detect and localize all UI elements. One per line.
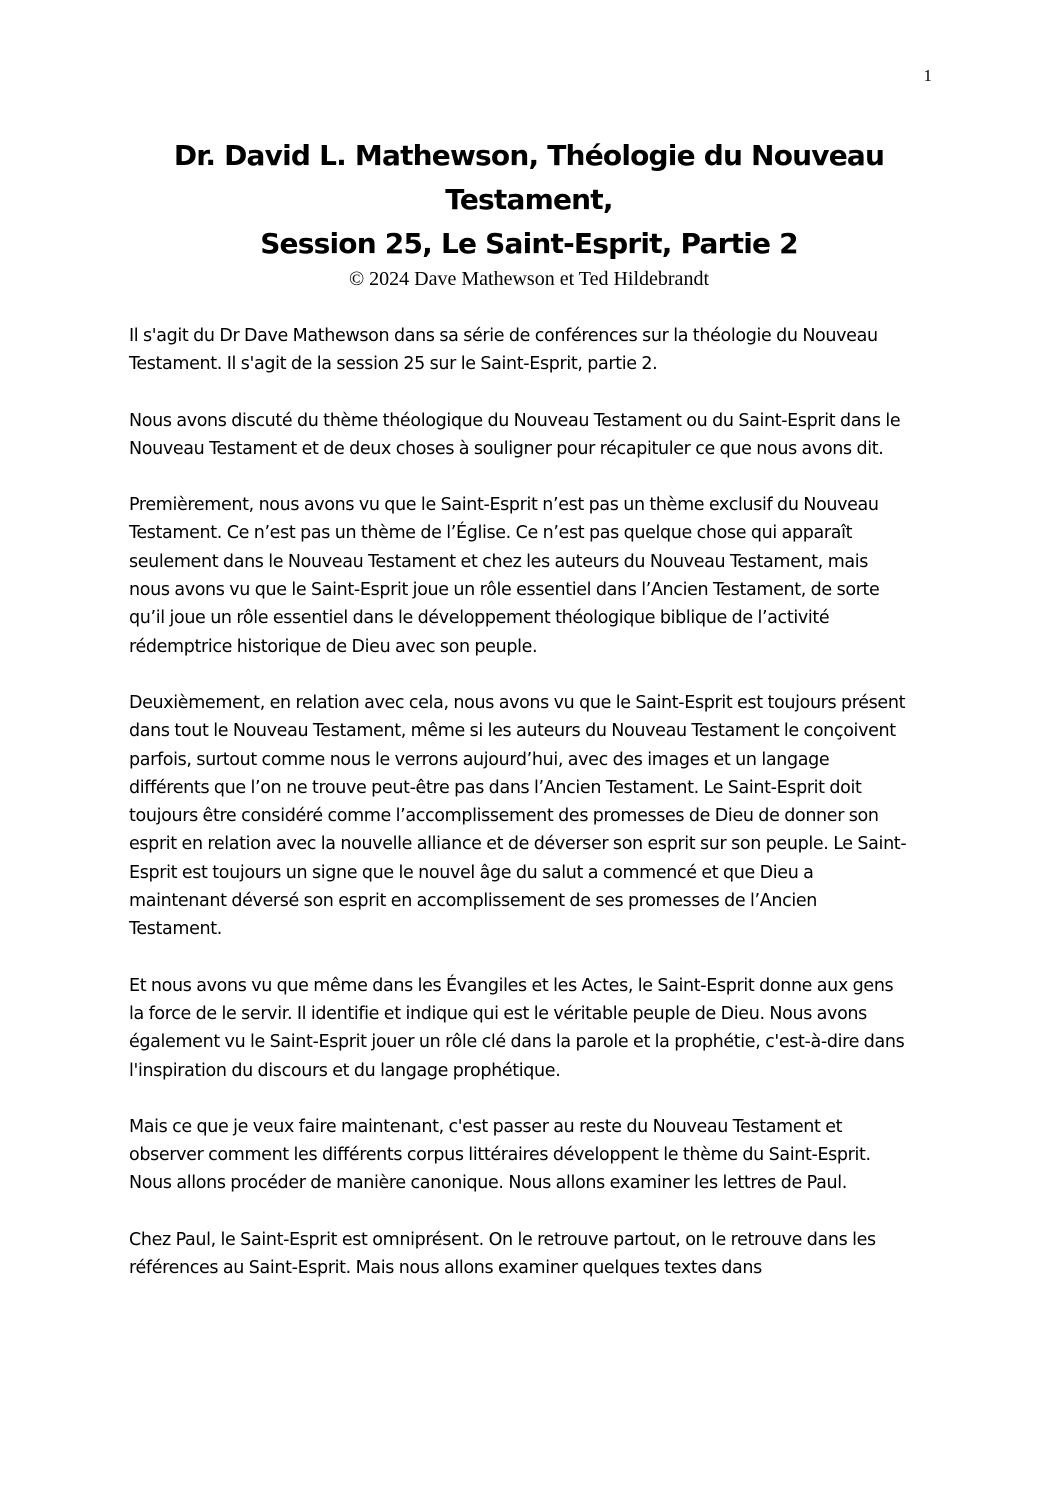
paragraph-gospels-acts: Et nous avons vu que même dans les Évangiles et les Actes, le Saint-Esprit donne aux gens la force de le servir. Il identifie et indique qui est le véritable peuple de Dieu. Nous avons également vu le Saint-Esprit jouer un rôle clé dans la parole et la prophétie, c'est-à-dire dans l'inspiration du discours et du langage prophétique. [129, 975, 905, 1081]
document-title-line-3: Session 25, Le Saint-Esprit, Partie 2 [260, 227, 798, 260]
document-body [129, 322, 909, 1310]
document-header [100, 134, 958, 292]
paragraph-transition: Mais ce que je veux faire maintenant, c'est passer au reste du Nouveau Testament et observer comment les différents corpus littéraires développent le thème du Saint-Esprit. Nous allons procéder de manière canonique. Nous allons examiner les lettres de Paul. [129, 1116, 871, 1194]
page-number: 1 [923, 66, 932, 85]
document-title-line-2: Testament, [445, 183, 613, 216]
document-title-line-1: Dr. David L. Mathewson, Théologie du Nouveau [173, 139, 885, 172]
copyright-notice: © 2024 Dave Mathewson et Ted Hildebrandt [348, 268, 709, 290]
paragraph-second-point: Deuxièmement, en relation avec cela, nous avons vu que le Saint-Esprit est toujours présent dans tout le Nouveau Testament, même si les auteurs du Nouveau Testament le conçoivent parfois, surtout comme nous le verrons aujourd’hui, avec des images et un langage différents que l’on ne trouve peut-être pas dans l’Ancien Testament. Le Saint-Esprit doit toujours être considéré comme l’accomplissement des promesses de Dieu de donner son esprit en relation avec la nouvelle alliance et de déverser son esprit sur son peuple. Le Saint-Esprit est toujours un signe que le nouvel âge du salut a commencé et que Dieu a maintenant déversé son esprit en accomplissement de ses promesses de l’Ancien Testament. [129, 692, 907, 940]
paragraph-recap: Nous avons discuté du thème théologique du Nouveau Testament ou du Saint-Esprit dans le Nouveau Testament et de deux choses à souligner pour récapituler ce que nous avons dit. [129, 410, 901, 459]
paragraph-paul: Chez Paul, le Saint-Esprit est omniprésent. On le retrouve partout, on le retrouve dans les références au Saint-Esprit. Mais nous allons examiner quelques textes dans [129, 1229, 876, 1279]
paragraph-intro: Il s'agit du Dr Dave Mathewson dans sa série de conférences sur la théologie du Nouveau Testament. Il s'agit de la session 25 sur le Saint-Esprit, partie 2. [129, 326, 878, 375]
paragraph-first-point: Premièrement, nous avons vu que le Saint-Esprit n’est pas un thème exclusif du Nouveau Testament. Ce n’est pas un thème de l’Église. Ce n’est pas quelque chose qui apparaît seulement dans le Nouveau Testament et chez les auteurs du Nouveau Testament, mais nous avons vu que le Saint-Esprit joue un rôle essentiel dans l’Ancien Testament, de sorte qu’il joue un rôle essentiel dans le développement théologique biblique de l’activité rédemptrice historique de Dieu avec son peuple. [129, 495, 880, 657]
